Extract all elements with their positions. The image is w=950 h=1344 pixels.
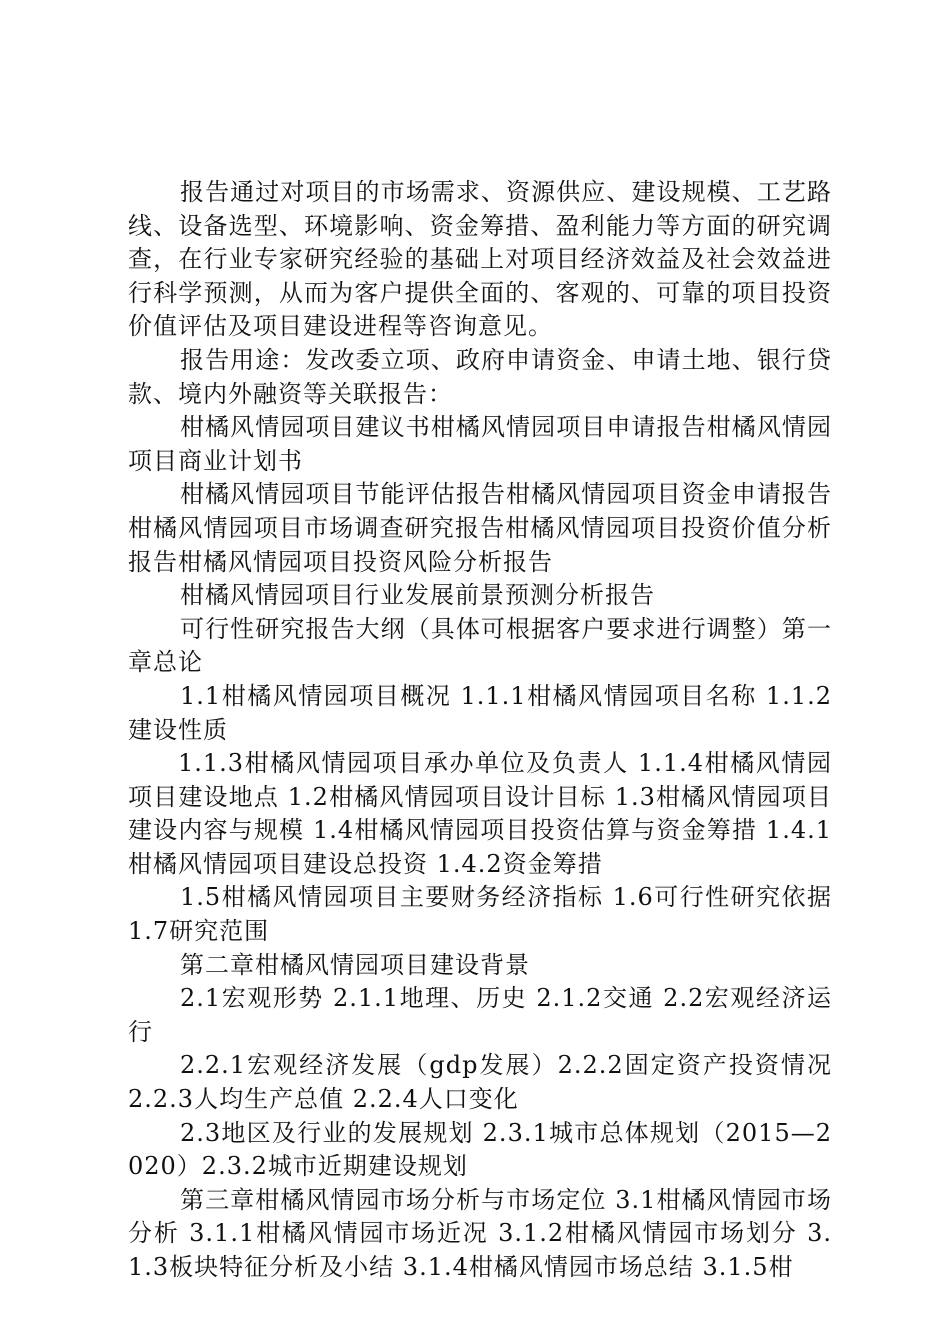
paragraph-section-2-3: 2.3地区及行业的发展规划 2.3.1城市总体规划（2015—2020）2.3.2城市近期建设规划 bbox=[128, 1118, 832, 1181]
paragraph-section-2-2-1: 2.2.1宏观经济发展（gdp发展）2.2.2固定资产投资情况 2.2.3人均生产总值 2.2.4人口变化 bbox=[128, 1051, 832, 1114]
paragraph-chapter-2: 第二章柑橘风情园项目建设背景 bbox=[180, 950, 530, 979]
paragraph-related-reports-3: 柑橘风情园项目行业发展前景预测分析报告 bbox=[180, 581, 655, 610]
paragraph-chapter-3: 第三章柑橘风情园市场分析与市场定位 3.1柑橘风情园市场分析 3.1.1柑橘风情园市场近况 3.1.2柑橘风情园市场划分 3.1.3板块特征分析及小结 3.1.4柑橘风情园市场总结 3.1.5柑 bbox=[128, 1185, 832, 1281]
paragraph-related-reports-1: 柑橘风情园项目建议书柑橘风情园项目申请报告柑橘风情园项目商业计划书 bbox=[128, 413, 832, 475]
paragraph-section-1-1: 1.1柑橘风情园项目概况 1.1.1柑橘风情园项目名称 1.1.2建设性质 bbox=[128, 681, 832, 744]
paragraph-intro: 报告通过对项目的市场需求、资源供应、建设规模、工艺路线、设备选型、环境影响、资金筹措、盈利能力等方面的研究调查，在行业专家研究经验的基础上对项目经济效益及社会效益进行科学预测，从而为客户提供全面的、客观的、可靠的项目投资价值评估及项目建设进程等咨询意见。 bbox=[128, 178, 832, 341]
document-body bbox=[128, 176, 832, 1285]
paragraph-outline-heading: 可行性研究报告大纲（具体可根据客户要求进行调整）第一章总论 bbox=[128, 614, 832, 677]
paragraph-section-1-1-3: 1.1.3柑橘风情园项目承办单位及负责人 1.1.4柑橘风情园项目建设地点 1.2柑橘风情园项目设计目标 1.3柑橘风情园项目建设内容与规模 1.4柑橘风情园项目投资估算与资金筹措 1.4.1柑橘风情园项目建设总投资 1.4.2资金筹措 bbox=[128, 749, 832, 878]
paragraph-related-reports-2: 柑橘风情园项目节能评估报告柑橘风情园项目资金申请报告柑橘风情园项目市场调查研究报告柑橘风情园项目投资价值分析报告柑橘风情园项目投资风险分析报告 bbox=[128, 480, 832, 576]
paragraph-section-2-1: 2.1宏观形势 2.1.1地理、历史 2.1.2交通 2.2宏观经济运行 bbox=[128, 984, 832, 1046]
paragraph-report-usage: 报告用途：发改委立项、政府申请资金、申请土地、银行贷款、境内外融资等关联报告： bbox=[128, 345, 832, 408]
paragraph-section-1-5: 1.5柑橘风情园项目主要财务经济指标 1.6可行性研究依据 1.7研究范围 bbox=[128, 883, 832, 946]
